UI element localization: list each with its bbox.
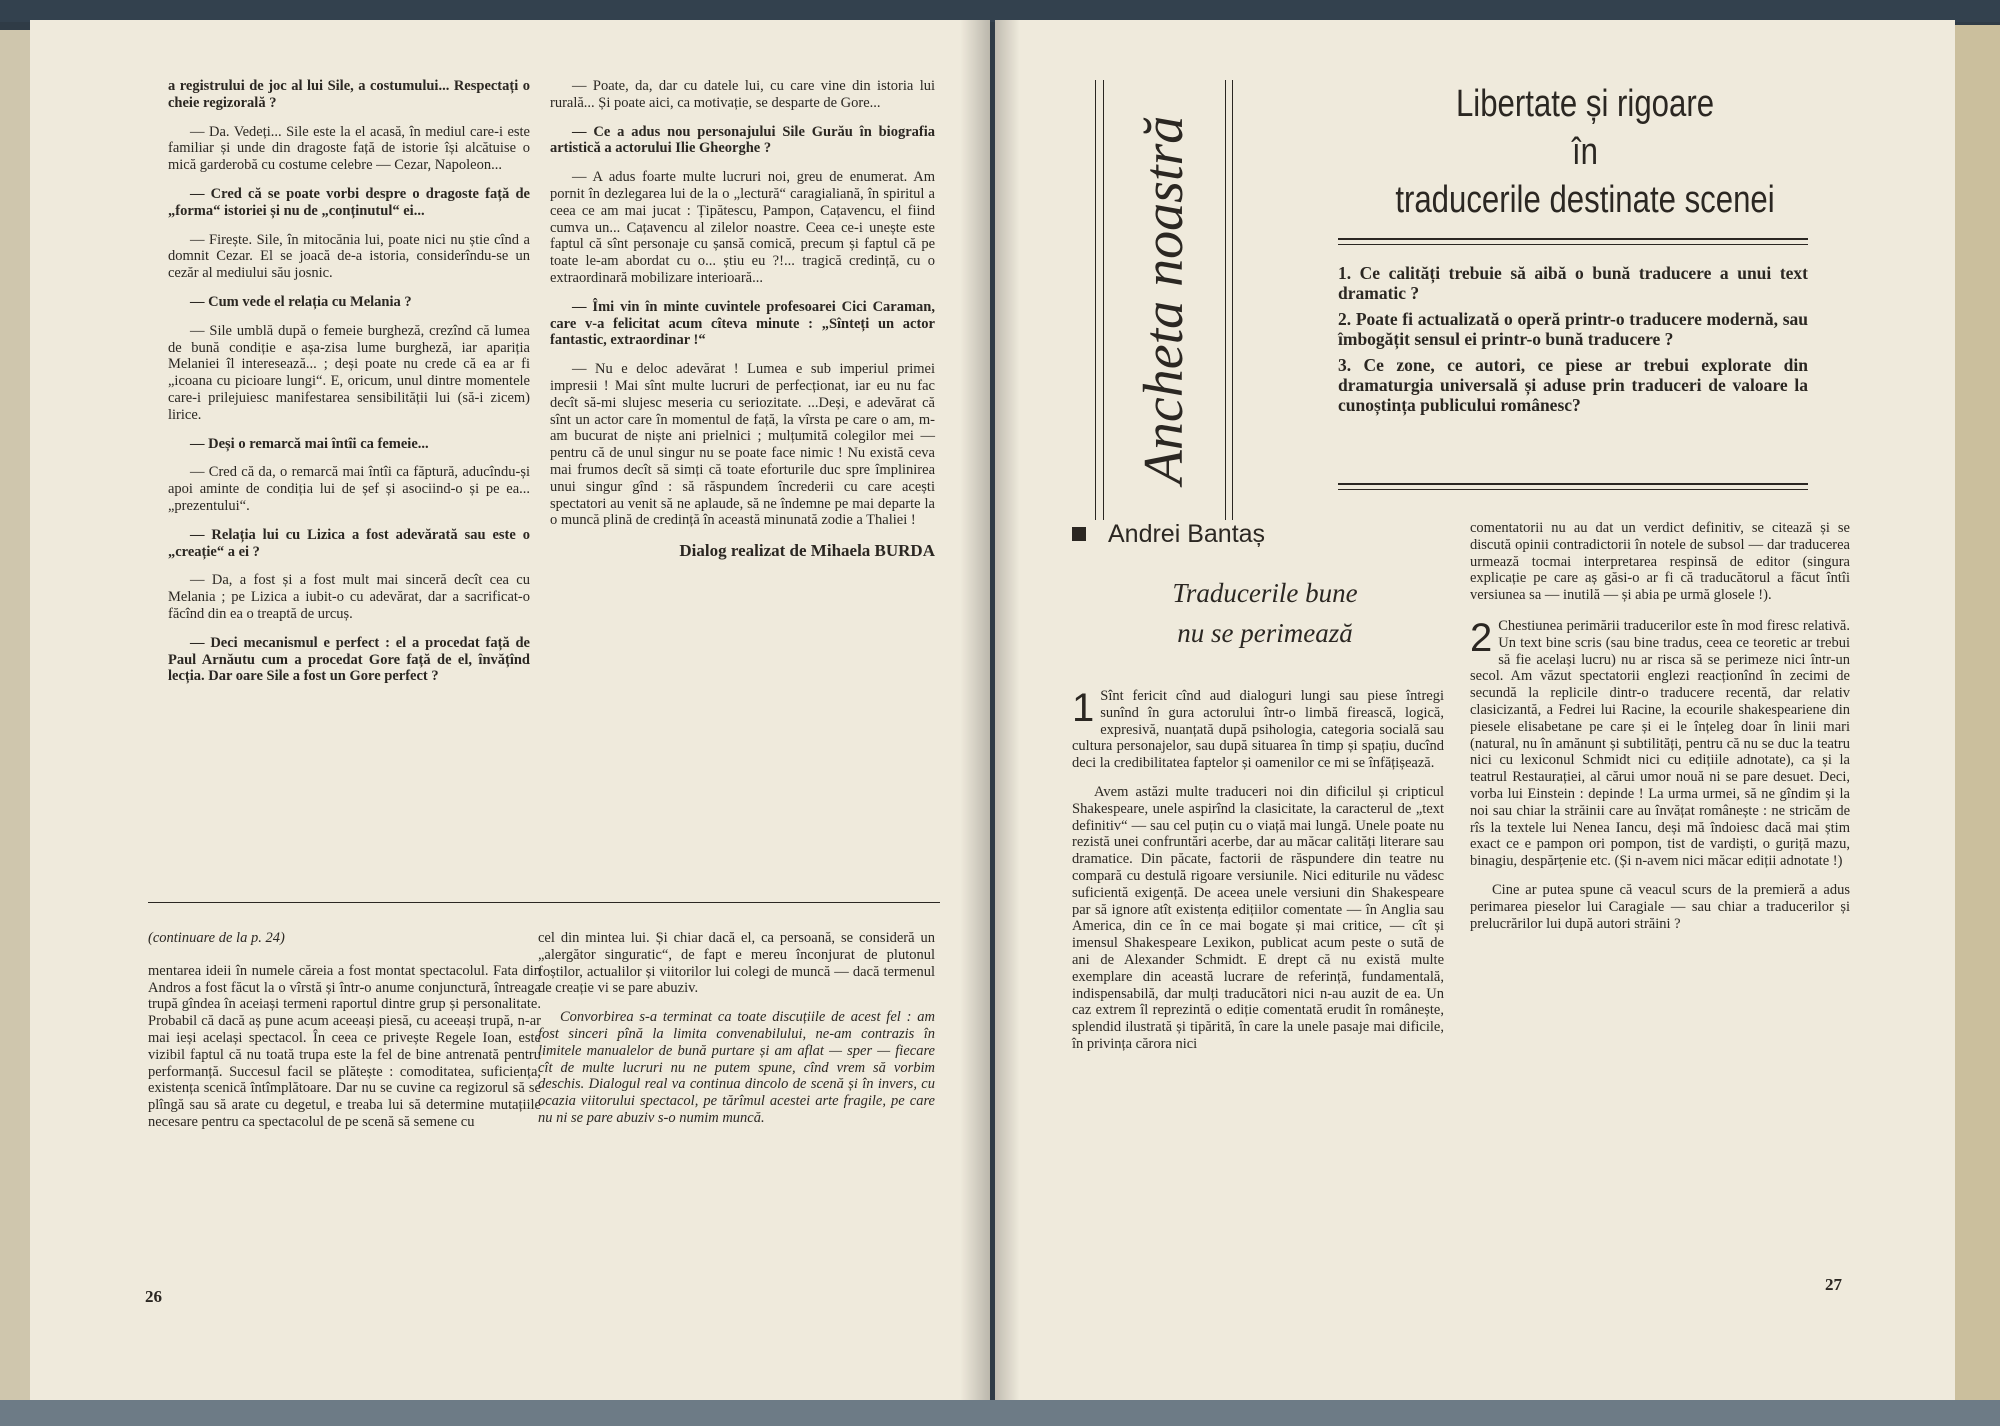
questions-rule xyxy=(1338,483,1808,485)
answer-headline xyxy=(1120,573,1410,653)
question: — Îmi vin în minte cuvintele profesoarei Cici Caraman, care v-a felicitat acum cîteva minute : „Sînteți un actor fantastic, extraordinar !“ xyxy=(550,298,935,349)
answer-number: 1 xyxy=(1072,686,1095,730)
interview-column-1 xyxy=(168,78,530,697)
continuation-column-2 xyxy=(538,930,935,1139)
headline-line: Traducerile bune xyxy=(1172,578,1358,608)
paragraph: comentatorii nu au dat un verdict definitiv, se citează și se discută opinii contradictorii în notele de subsol — dar traducerea urmează tocmai interpretarea respinsă de editor (singura explicație pe care aș găsi-o ar fi că traducătorul a făcut întîi versiunea sa — inutilă — și abia pe urmă glosele !). xyxy=(1470,520,1850,604)
question: — Ce a adus nou personajului Sile Gurău în biografia artistică a actorului Ilie Gheorghe ? xyxy=(550,123,935,157)
page-number: 27 xyxy=(1825,1275,1842,1294)
questions-rule xyxy=(1338,489,1808,490)
scan-frame-top xyxy=(0,0,2000,22)
answer-2-column xyxy=(1470,520,1850,944)
gutter-shadow xyxy=(995,20,1020,1400)
paragraph: a registrului de joc al lui Sile, a costumului... Respectați o cheie regizorală ? xyxy=(168,78,530,111)
closing-paragraph: Convorbirea s-a terminat ca toate discuțiile de acest fel : am fost sinceri pînă la limita convenabilului, ne-am contrazis în limitele manualelor de bună purtare și am aflat — sper — fiecare cît de multe lucruri nu ne putem spune, cînd vrem să vorbim deschis. Dialogul real va continua dincolo de scenă și în invers, cu ocazia viitorului spectacol, pe tărîmul acestei arte fragile, pe care nu ni se pare abuziv s-o numim muncă. xyxy=(538,1009,935,1126)
page-stack-left xyxy=(0,30,30,1400)
paragraph: — Poate, da, dar cu datele lui, cu care vine din istoria lui rurală... Și poate aici, ca motivație, se desparte de Gore... xyxy=(550,78,935,111)
question: — Deci mecanismul e perfect : el a procedat față de Paul Arnăutu cum a procedat Gore față de el, învățînd lecția. Dar oare Sile a fost un Gore perfect ? xyxy=(168,634,530,685)
title-line: în xyxy=(1571,131,1598,173)
question: — Deși o remarcă mai întîi ca femeie... xyxy=(190,435,429,452)
survey-questions xyxy=(1338,263,1808,421)
rubric-box xyxy=(1095,80,1233,520)
headline-line: nu se perimează xyxy=(1177,618,1353,648)
answer-1-column xyxy=(1072,688,1444,1065)
page-26 xyxy=(30,20,990,1400)
section-divider xyxy=(148,902,940,903)
paragraph: — Sile umblă după o femeie burgheză, crezînd că lumea de bună condiție e așa-zisa lume burgheză, iar apariția Melaniei îl interesează... ; deși poate nu crede că ea ar fi „icoana cu picioare lungi“. E, oricum, unul dintre momentele care-i prilejuiesc manifestarea sensibilității lui (să-i zicem) lirice. xyxy=(168,322,530,423)
paragraph: Sînt fericit cînd aud dialoguri lungi sau piese întregi sunînd în gura actorului într-o limbă firească, logică, expresivă, nuanțată după psihologia, categoria socială sau cultura personajelor, sau după situarea în timp și spațiu, ducînd deci la credibilitatea faptelor și oamenilor ce mi se înfățișează. xyxy=(1072,688,1444,772)
continuation-column-1 xyxy=(148,930,541,1143)
interview-signoff: Dialog realizat de Mihaela BURDA xyxy=(679,541,935,561)
paragraph: Avem astăzi multe traduceri noi din dificilul și cripticul Shakespeare, unele aspirînd la clasicitate, la caracterul de „text definitiv“ — sau cel puțin cu o viață mai lungă. Unele poate nu rezistă unei confruntări acerbe, dar au măcar calități literare sau dramatice. Din păcate, factorii de răspundere din teatre nu compară cu destulă rigoare versiunile. Nici editurile nu vădesc suficientă exigență. De aceea unele versiuni din Shakespeare par să ignore atît existența edițiilor comentate — în Anglia sau America, din ce în ce mai bogate și mai critice, — cît și imensul Shakespeare Lexikon, publicat acum peste o sută de ani de Alexander Schmidt. E drept că nu există multe exemplare din această lucrare de referință, fundamentală, indispensabilă, dar mulți traducători nici n-au auzit de ea. Un caz extrem îl reprezintă o ediție comentată erudit în românește, splendid ilustrată și tipărită, în care la unele pasaje mai dificile, în privința cărora nici xyxy=(1072,783,1444,1052)
paragraph: — Da, a fost și a fost mult mai sinceră decît cea cu Melania ; pe Lizica a iubit-o cu adevărat, dar a sacrificat-o făcînd din ea o treaptă de urcuș. xyxy=(168,572,530,622)
answer-number: 2 xyxy=(1470,615,1493,660)
paragraph: — Cred că da, o remarcă mai întîi ca făptură, aducîndu-și apoi aminte de condiția lui de șef și asociind-o și pe ea... „prezentului“. xyxy=(168,464,530,514)
question: 3. Ce zone, ce autori, ce piese ar trebui explorate din dramaturgia universală și aduse prin traduceri de valoare la cunoștința publicului românesc? xyxy=(1338,355,1808,415)
author-name: Andrei Bantaș xyxy=(1108,520,1266,548)
title-rule xyxy=(1338,244,1808,245)
paragraph: — Firește. Sile, în mitocănia lui, poate nici nu știe cînd a domnit Cezar. El se joacă de-a istoria, considerîndu-se un cezăr al mediului său josnic. xyxy=(168,231,530,282)
question: — Relația lui cu Lizica a fost adevărată sau este o „creație“ a ei ? xyxy=(168,526,530,560)
bullet-square-icon xyxy=(1072,527,1086,541)
title-rule xyxy=(1338,238,1808,240)
title-line: traducerile destinate scenei xyxy=(1395,179,1775,221)
article-title xyxy=(1347,80,1823,224)
scan-frame-bottom xyxy=(0,1400,2000,1426)
question: 2. Poate fi actualizată o operă printr-o traducere modernă, sau îmbogățit sensul ei printr-o bună traducere ? xyxy=(1338,309,1808,349)
gutter-shadow xyxy=(960,20,990,1400)
interview-column-2 xyxy=(550,78,935,561)
page-number: 26 xyxy=(145,1287,162,1306)
question: — Cum vede el relația cu Melania ? xyxy=(190,293,412,310)
paragraph: — Nu e deloc adevărat ! Lumea e sub imperiul primei impresii ! Mai sînt multe lucruri de perfecționat, iar eu nu fac decît să-mi slujesc meseria cu seriozitate. ...Deși, e adevărat că sînt un actor care în momentul de față, la vîrsta pe care o am, m-am bucurat de niște ani prielnici ; mulțumită colegilor mei — pentru că de unul singur nu se poate face nimic ! Nu există ceva mai frumos decît să simți că toate eforturile duc spre împlinirea unui singur gînd : să răspundem încrederii cu care acești spectatori au venit să ne aplaude, să ne îndemne pe mai departe la o muncă plină de credință în această minunată zodie a Thaliei ! xyxy=(550,361,935,529)
paragraph: — A adus foarte multe lucruri noi, greu de enumerat. Am pornit în dezlegarea lui de la o „lectură“ caragialiană, în spiritul a ceea ce am mai jucat : Țipătescu, Pampon, Cațavencu, el fiind cumva un... Cațavencu al zilelor noastre. Ceea ce-i unește este faptul că sînt personaje cu șansă comică, precum și faptul că pe toate le-am abordat cu o... știu eu ?!... tragică credință, cu o extraordinară mobilizare interioară... xyxy=(550,169,935,286)
paragraph: mentarea ideii în numele căreia a fost montat spectacolul. Fata din Andros a fost făcut la o vîrstă și într-o anume conjunctură, întreaga trupă gîndea în aceiași termeni raportul dintre grup și personalitate. Probabil că dacă aș pune acum aceeași piesă, cu aceeași trupă, n-ar mai ieși același spectacol. În ceea ce privește Regele Ioan, este vizibil faptul că nu toată trupa este la fel de bine antrenată pentru performanță. Succesul facil se plătește : comoditatea, suficiența, existența scenică întîmplătoare. Dar nu se cuvine ca regizorul să se plîngă sau să arate cu degetul, e treaba lui să determine mutațiile necesare pentru ca spectacolul de pe scenă să semene cu xyxy=(148,962,541,1130)
paragraph: Cine ar putea spune că veacul scurs de la premieră a adus perimarea pieselor lui Caragiale — sau chiar a traducerilor și prelucrărilor lui după autori străini ? xyxy=(1470,881,1850,932)
question: — Cred că se poate vorbi despre o dragoste față de „forma“ istoriei și nu de „conținutul“ ei... xyxy=(168,185,530,219)
title-line: Libertate și rigoare xyxy=(1455,83,1715,125)
paragraph: — Da. Vedeți... Sile este la el acasă, în mediul care-i este familiar și unde din dragoste față de istorie își alcătuise o mică garderobă cu costume celebre — Cezar, Napoleon... xyxy=(168,123,530,174)
question: 1. Ce calități trebuie să aibă o bună traducere a unui text dramatic ? xyxy=(1338,263,1808,303)
paragraph: cel din mintea lui. Și chiar dacă el, ca persoană, se consideră un „alergător singuratic“, de fapt e mereu înconjurat de plutonul foștilor, actualilor și viitorilor lui colegi de muncă — dacă termenul de creație vi se pare abuziv. xyxy=(538,930,935,997)
continuation-label: (continuare de la p. 24) xyxy=(148,930,285,946)
page-stack-right xyxy=(1955,25,2000,1405)
paragraph: Chestiunea perimării traducerilor este în mod firesc relativă. Un text bine scris (sau bine tradus, ceea ce teoretic ar trebui să fie același lucru) nu ar risca să se perimeze nici într-un secol. Am văzut spectatorii englezi reacționînd în zecimi de secundă la replicile dintr-o traducere recentă, dar relativ clasicizantă, a Fedrei lui Racine, la ecourile shakespeariene din piesele elisabetane pe care și ei le înțeleg doar în linii mari (natural, nu în amănunt și subtilități, pentru că nu se duc la teatru nici cu lexiconul Schmidt nici cu edițiile adnotate), ca și la teatrul Restaurației, al cărui umor nouă ni se pare desuet. Deci, vorba lui Einstein : depinde ! La urma urmei, să ne gîndim și la noi sau chiar la străinii care au învățat românește : ne stricăm de rîs la textele lui Nenea Iancu, deși mă îndoiesc dacă mai știm exact ce e pampon ori pompon, tist de vardiști, o guriță mazu, binagiu, despărțenie etc. (Și n-avem nici măcar ediții adnotate !) xyxy=(1470,617,1850,870)
rubric-title: Ancheta noastră xyxy=(1133,115,1195,485)
